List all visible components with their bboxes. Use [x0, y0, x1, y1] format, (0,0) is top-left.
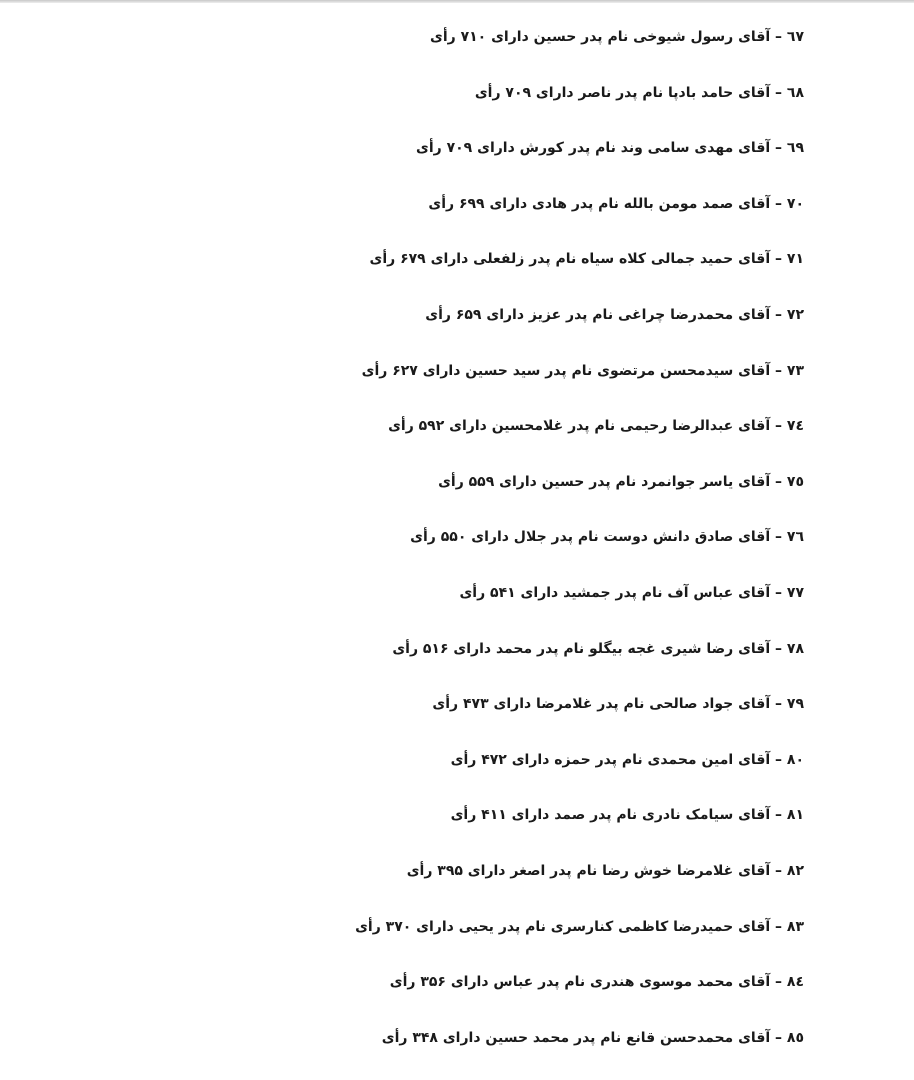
- result-entry: ٨٣ – آقای حمیدرضا کاظمی کنارسری نام پدر یحیی دارای ۳۷۰ رأی: [355, 918, 804, 935]
- result-entry: ٨١ – آقای سیامک نادری نام پدر صمد دارای ۴۱۱ رأی: [450, 807, 804, 824]
- result-entry: ٦٨ – آقای حامد بادپا نام پدر ناصر دارای ۷۰۹ رأی: [474, 84, 804, 101]
- result-entry: ٧٤ – آقای عبدالرضا رحیمی نام پدر غلامحسین دارای ۵۹۲ رأی: [388, 418, 804, 435]
- result-entry: ٧٥ – آقای یاسر جوانمرد نام پدر حسین دارای ۵۵۹ رأی: [438, 473, 804, 490]
- result-entry: ٨٠ – آقای امین محمدی نام پدر حمزه دارای ۴۷۲ رأی: [450, 751, 804, 768]
- result-entry: ٧٦ – آقای صادق دانش دوست نام پدر جلال دارای ۵۵۰ رأی: [410, 529, 804, 546]
- result-entry: ٧٩ – آقای جواد صالحی نام پدر غلامرضا دارای ۴۷۳ رأی: [432, 696, 804, 713]
- page-top-edge: [0, 0, 914, 3]
- result-entry: ٧٧ – آقای عباس آف نام پدر جمشید دارای ۵۴۱ رأی: [459, 584, 804, 601]
- result-entry: ٨٢ – آقای غلامرضا خوش رضا نام پدر اصغر دارای ۳۹۵ رأی: [406, 862, 804, 879]
- election-results-list: [44, 10, 804, 1066]
- result-entry: ٧٣ – آقای سیدمحسن مرتضوی نام پدر سید حسین دارای ۶۲۷ رأی: [361, 362, 804, 379]
- result-entry: ٧٠ – آقای صمد مومن بالله نام پدر هادی دارای ۶۹۹ رأی: [428, 195, 804, 212]
- result-entry: ٧١ – آقای حمید جمالی کلاه سیاه نام پدر زلفعلی دارای ۶۷۹ رأی: [369, 251, 804, 268]
- result-entry: ٦٧ – آقای رسول شیوخی نام پدر حسین دارای ۷۱۰ رأی: [430, 29, 804, 45]
- result-entry: ٨٤ – آقای محمد موسوی هندری نام پدر عباس دارای ۳۵۶ رأی: [389, 974, 804, 991]
- result-entry: ٧٢ – آقای محمدرضا چراغی نام پدر عزیز دارای ۶۵۹ رأی: [425, 306, 804, 323]
- result-entry: ٨٥ – آقای محمدحسن قانع نام پدر محمد حسین دارای ۳۴۸ رأی: [381, 1029, 804, 1046]
- result-entry: ٦٩ – آقای مهدی سامی وند نام پدر کورش دارای ۷۰۹ رأی: [416, 140, 804, 157]
- result-entry: ٧٨ – آقای رضا شیری غجه بیگلو نام پدر محمد دارای ۵۱۶ رأی: [392, 640, 804, 657]
